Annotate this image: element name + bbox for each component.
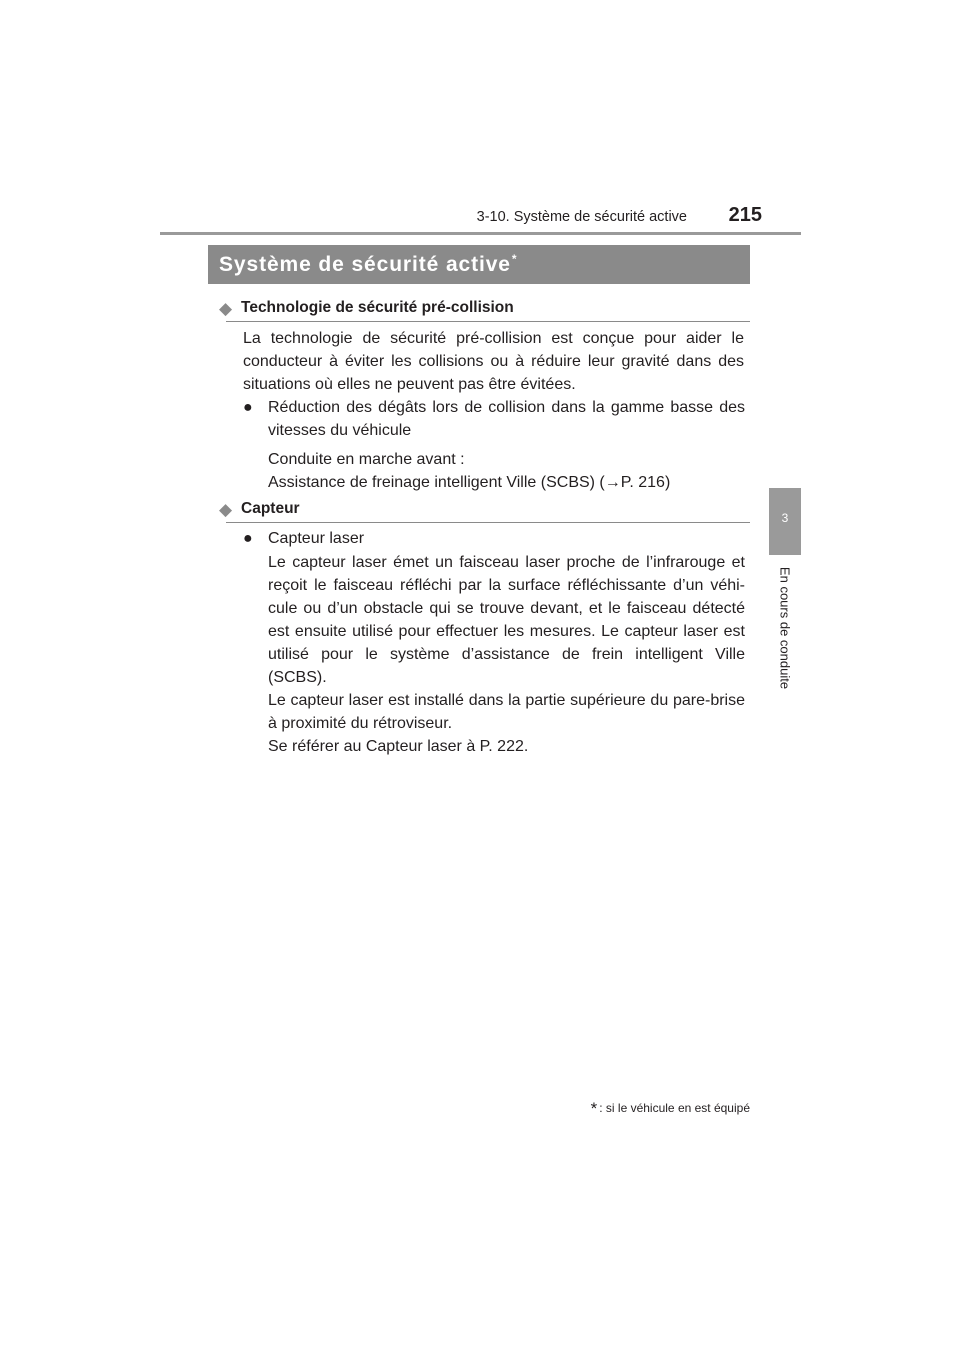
- footnote-text: : si le véhicule en est équipé: [599, 1101, 750, 1115]
- bullet-dot-icon: ●: [243, 530, 253, 547]
- heading-capteur-rule: [226, 522, 750, 523]
- chapter-label: En cours de conduite: [777, 566, 793, 690]
- capteur-para-1: Le capteur laser émet un faisceau laser proche de l’infrarouge et reçoit le faisceau réfléchi par la surface réfléchissante d’un véhi-cule ou d’un obstacle qui se trouve devant, et le faisceau détecté est ensuite utilisé pour effectuer les mesures. Le capteur laser est utilisé pour le système d’assistance de frein intelligent Ville (SCBS).: [268, 554, 745, 686]
- footnote: [575, 1097, 750, 1117]
- diamond-icon: ◆: [219, 299, 233, 318]
- header-divider: [160, 232, 801, 235]
- capteur-para-3: Se référer au Capteur laser à P. 222.: [268, 738, 529, 755]
- precollision-detail-1: Conduite en marche avant :: [268, 451, 465, 468]
- precollision-bullet: Réduction des dégâts lors de collision dans la gamme basse des vitesses du véhicule: [268, 399, 745, 439]
- precollision-intro: La technologie de sécurité pré-collision est conçue pour aider le conducteur à éviter les collisions ou à réduire leur gravité dans des situations où elles ne peuvent pas être évitées.: [243, 330, 744, 393]
- heading-precollision-text: Technologie de sécurité pré-collision: [241, 299, 514, 316]
- header-section-title: 3-10. Système de sécurité active: [476, 209, 687, 225]
- heading-capteur-text: Capteur: [241, 500, 300, 517]
- precollision-detail-2: Assistance de freinage intelligent Ville (SCBS) (→P. 216): [268, 474, 671, 491]
- chapter-side-tab: [769, 488, 801, 701]
- title-asterisk: *: [511, 252, 518, 266]
- chapter-label-box: [769, 555, 801, 701]
- diamond-icon: ◆: [219, 500, 233, 519]
- page-number: 215: [728, 204, 762, 226]
- capteur-bullet: Capteur laser: [268, 530, 365, 547]
- footnote-asterisk: *: [590, 1099, 598, 1118]
- section-title: [219, 253, 517, 277]
- chapter-number: 3: [769, 488, 801, 555]
- page-header: [0, 0, 960, 240]
- capteur-para-2: Le capteur laser est installé dans la partie supérieure du pare-brise à proximité du rétroviseur.: [268, 692, 745, 732]
- bullet-dot-icon: ●: [243, 399, 253, 416]
- heading-precollision-rule: [226, 321, 750, 322]
- section-title-text: Système de sécurité active: [219, 253, 511, 276]
- section-title-bar: [208, 245, 750, 284]
